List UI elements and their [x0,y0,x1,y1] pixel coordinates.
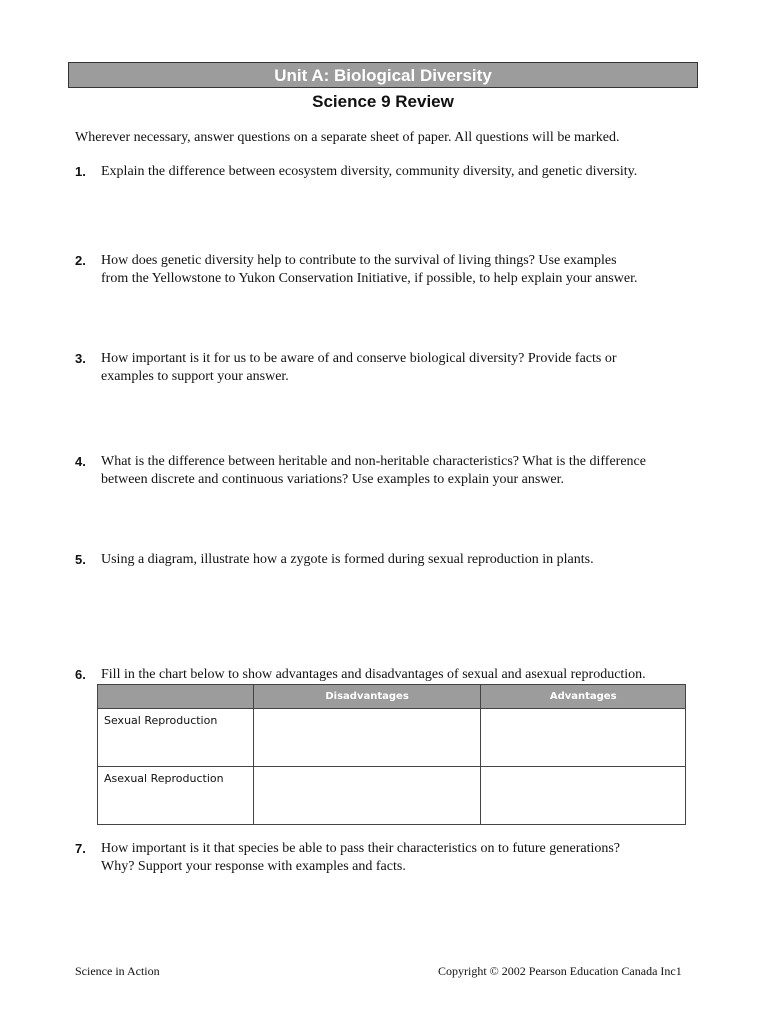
question-number: 6. [75,667,86,682]
question-7 [75,840,705,876]
chart-header-row [98,685,686,709]
question-3 [75,350,705,386]
question-1 [75,163,705,181]
question-number: 5. [75,552,86,567]
instructions: Wherever necessary, answer questions on a separate sheet of paper. All questions will be marked. [75,130,620,145]
answer-cell[interactable] [481,767,686,825]
question-text: between discrete and continuous variations? Use examples to explain your answer. [101,472,565,487]
question-number: 7. [75,841,86,856]
question-number: 3. [75,351,86,366]
question-text: What is the difference between heritable and non-heritable characteristics? What is the difference [101,454,646,469]
unit-banner: Unit A: Biological Diversity [68,62,698,88]
page-title: Science 9 Review [312,92,454,111]
question-number: 4. [75,454,86,469]
question-2 [75,252,705,288]
row-label-sexual: Sexual Reproduction [98,709,254,767]
reproduction-chart [97,684,686,825]
question-text: Fill in the chart below to show advantages and disadvantages of sexual and asexual reproduction. [101,667,646,682]
answer-cell[interactable] [253,709,481,767]
footer-copyright: Copyright © 2002 Pearson Education Canada Inc1 [438,964,682,978]
table-row [98,767,686,825]
row-label-asexual: Asexual Reproduction [98,767,254,825]
question-text: How important is it for us to be aware of and conserve biological diversity? Provide facts or [101,351,617,366]
answer-cell[interactable] [253,767,481,825]
question-text: Explain the difference between ecosystem diversity, community diversity, and genetic diversity. [101,164,638,179]
question-text: Using a diagram, illustrate how a zygote is formed during sexual reproduction in plants. [101,552,594,567]
chart-header-advantages: Advantages [481,685,686,709]
question-number: 1. [75,164,86,179]
question-6 [75,666,705,684]
answer-cell[interactable] [481,709,686,767]
question-5 [75,551,705,569]
footer-source: Science in Action [75,964,160,978]
question-text: How important is it that species be able to pass their characteristics on to future generations? [101,841,621,856]
question-text: Why? Support your response with examples and facts. [101,859,406,874]
question-text: from the Yellowstone to Yukon Conservation Initiative, if possible, to help explain your answer. [101,271,638,286]
question-text: How does genetic diversity help to contribute to the survival of living things? Use examples [101,253,617,268]
question-number: 2. [75,253,86,268]
question-4 [75,453,705,489]
chart-header-blank [98,685,254,709]
table-row [98,709,686,767]
chart-header-disadvantages: Disadvantages [253,685,481,709]
question-text: examples to support your answer. [101,369,289,384]
